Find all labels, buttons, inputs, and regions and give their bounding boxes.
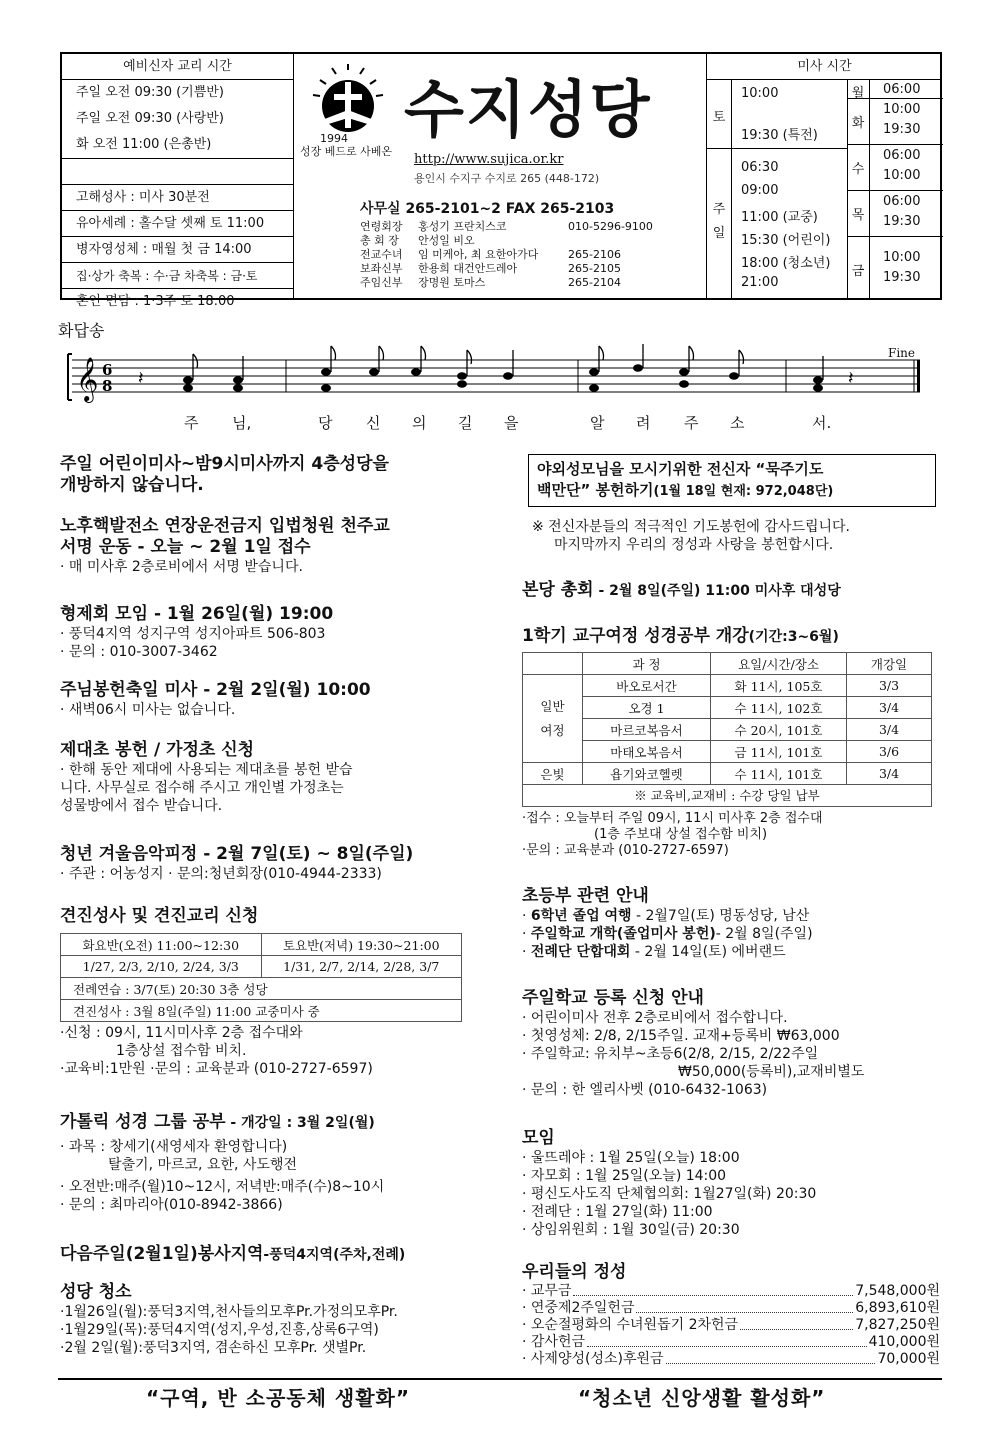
staff-row: 주임신부 장명원 토마스 265-2104 (360, 276, 621, 289)
sacrament-row: 집·상가 축복 : 수·금 차축복 : 금·토 (62, 262, 293, 288)
music-staff (58, 340, 928, 410)
notice-brotherhood: 형제회 모임 - 1월 26일(월) 19:00 · 풍덕4지역 성지구역 성지아파트 506-803 · 문의 : 010-3007-3462 (60, 604, 334, 660)
mass-day-label: 목 (851, 208, 865, 223)
mass-time: 06:00 (883, 148, 921, 163)
svg-text:6: 6 (102, 361, 113, 379)
mass-time: 11:00 (교중) (741, 210, 818, 225)
notice-general-assembly: 본당 총회 - 2월 8일(주일) 11:00 미사후 대성당 (522, 580, 841, 600)
svg-text:𝄽: 𝄽 (138, 368, 144, 389)
mass-time: 18:00 (청소년) (741, 256, 831, 271)
psalm-title: 화답송 (58, 321, 105, 340)
sacrament-row: 병자영성체 : 매월 첫 금 14:00 (62, 236, 293, 262)
parish-address: 용인시 수지구 수지로 265 (448-172) (414, 172, 600, 185)
mass-schedule (707, 80, 942, 300)
notice-presentation-mass: 주님봉헌축일 미사 - 2월 2일(월) 10:00 · 새벽06시 미사는 없습니다. (60, 680, 371, 718)
notice-candles: 제대초 봉헌 / 가정초 신청 · 한해 동안 제대에 사용되는 제대초를 봉헌 받습 니다. 사무실로 접수해 주시고 개인별 가정초는 성물방에서 접수 받습니다. (60, 740, 353, 814)
mass-time: 10:00 (883, 168, 921, 183)
notice-youth-retreat: 청년 겨울음악피정 - 2월 7일(토) ~ 8일(주일) · 주관 : 어농성지 · 문의:청년회장(010-4944-2333) (60, 844, 414, 882)
notice-petition: 노후핵발전소 연장운전금지 입법청원 천주교 서명 운동 - 오늘 ~ 2월 1일 접수 · 매 미사후 2층로비에서 서명 받습니다. (60, 516, 390, 575)
notice-confirmation: 견진성사 및 견진교리 신청 화요반(오전) 11:00~12:30 토요반(저녁) 19:30~21:00 1/27, 2/3, 2/10, 2/24, 3/3 1/31, 2/7, 2/14, 2/28, 3/7 전례연습 : 3/7(토) 20:30 3층 성당 견진성사 : 3월 8일(주일) 11:00 교중미사 중 ·신청 : 09시, 11시미사후 2층 접수대와 1층상설 접수함 비치. ·교육비:1만원 ·문의 : 교육분과 (010-2727-6597) (60, 906, 462, 1078)
svg-text:8: 8 (102, 377, 113, 395)
catechism-row: 화 오전 11:00 (은총반) (76, 137, 212, 152)
offering-row: · 사제양성(성소)후원금 70,000원 (522, 1351, 940, 1367)
slogan-left: “구역, 반 소공동체 생활화” (146, 1386, 410, 1410)
mass-day-label: 토 (712, 110, 726, 125)
lyric-syllable: 님, (232, 414, 252, 432)
offerings: 우리들의 정성 · 교무금 7,548,000원 · 연중제2주일헌금 6,893,610원 · 오순절평화의 수녀원돕기 2차헌금 7,827,250원 · 감사헌금 410,000원 · 사제양성(성소)후원금 70,000원 (522, 1262, 940, 1367)
lyric-syllable: 당 (318, 414, 333, 432)
mass-day-label: 주일 (712, 202, 726, 241)
sacrament-row: 유아세례 : 홀수달 셋째 토 11:00 (62, 210, 293, 236)
catechism-row: 주일 오전 09:30 (기쁨반) (76, 85, 224, 100)
mass-time: 15:30 (어린이) (741, 233, 831, 248)
rosary-box: 야외성모님을 모시기위한 전신자 “묵주기도 백만단” 봉헌하기(1월 18일 현재: 972,048단) (528, 454, 936, 507)
parish-name: 수지성당 (404, 73, 652, 146)
svg-text:𝄞: 𝄞 (76, 357, 99, 401)
offering-row: · 감사헌금 410,000원 (522, 1334, 940, 1350)
staff-list (360, 220, 653, 290)
bible-course-table: 과 정 요일/시간/장소 개강일 일반 여정 바오로서간 화 11시, 105호 3/3 오경 1 수 11시, 102호 3/4 마르코복음서 수 20시, 101호 3/4 마태오복음서 금 11시, 101호 3/6 은빛 욥기와코헬렛 수 11시, 101호 3/4 (522, 652, 932, 785)
office-phone: 사무실 265-2101~2 FAX 265-2103 (360, 201, 615, 217)
staff-row: 전교수녀 임 미케아, 최 요한아가다 265-2106 (360, 248, 621, 261)
staff-row: 총 회 장 안성일 비오 (360, 234, 475, 247)
parish-website-link[interactable]: http://www.sujica.or.kr (414, 152, 564, 167)
mass-time: 19:30 (특전) (741, 128, 818, 143)
mass-time: 06:30 (741, 160, 779, 175)
staff-row: 연령회장 홍성기 프란치스코 010-5296-9100 (360, 220, 653, 233)
notice-elementary: 초등부 관련 안내 · 6학년 졸업 여행 - 2월7일(토) 명동성당, 남산 · 주일학교 개학(졸업미사 봉헌)- 2월 8일(주일) · 전례단 단합대회 - 2월 14일(토) 에버랜드 (522, 886, 813, 960)
notice-children-mass: 주일 어린이미사~밤9시미사까지 4층성당을 개방하지 않습니다. (60, 454, 389, 495)
notice-sunday-school: 주일학교 등록 신청 안내 · 어린이미사 전후 2층로비에서 접수합니다. · 첫영성체: 2/8, 2/15주일. 교재+등록비 ₩63,000 · 주일학교: 유치부~초등6(2/8, 2/15, 2/22주일 ₩50,000(등록비),교재비별도 · 문의 : 한 엘리사벳 (010-6432-1063) (522, 988, 865, 1098)
lyric-syllable: 길 (458, 414, 473, 432)
mass-day-label: 수 (851, 162, 865, 177)
sacrament-row: 고해성사 : 미사 30분전 (62, 184, 293, 210)
mass-time: 19:30 (883, 122, 921, 137)
bible-course-fee-note: ※ 교육비,교재비 : 수강 당일 납부 (522, 785, 932, 807)
svg-text:𝄽: 𝄽 (848, 368, 854, 389)
mass-time: 10:00 (883, 250, 921, 265)
catechism-box (62, 54, 294, 309)
lyric-syllable: 서. (812, 414, 832, 432)
bulletin-header (60, 52, 942, 309)
mass-day-label: 월 (851, 86, 865, 101)
lyric-syllable: 주 (184, 414, 199, 432)
parish-info (294, 54, 706, 298)
mass-times-title: 미사 시간 (707, 54, 942, 80)
lyric-syllable: 주 (684, 414, 699, 432)
notice-bible-study: 가톨릭 성경 그룹 공부 - 개강일 : 3월 2일(월) · 과목 : 창세기(새영세자 환영합니다) 탈출기, 마르코, 요한, 사도행전 · 오전반:매주(월)10~12시, 저녁반:매주(수)8~10시 · 문의 : 최마리아(010-8942-3866) (60, 1112, 385, 1213)
offering-row: · 교무금 7,548,000원 (522, 1283, 940, 1299)
lyric-syllable: 소 (730, 414, 745, 432)
logo-caption: 1994 성장 베드로 사베온 (300, 132, 393, 158)
mass-time: 10:00 (741, 86, 779, 101)
lyric-syllable: 려 (636, 414, 651, 432)
mass-time: 19:30 (883, 270, 921, 285)
mass-time: 06:00 (883, 82, 921, 97)
lyric-syllable: 의 (412, 414, 427, 432)
mass-day-label: 금 (851, 264, 865, 279)
notice-cleaning: 성당 청소 ·1월26일(월):풍덕3지역,천사들의모후Pr.가정의모후Pr. ·1월29일(목):풍덕4지역(성지,우성,진흥,상록6구역) ·2월 2일(월):풍덕3지역, 겸손하신 모후Pr. 샛별Pr. (60, 1282, 398, 1356)
sacrament-row: 혼인 면담 : 1·3주 토 18:00 (62, 288, 293, 314)
offering-row: · 오순절평화의 수녀원돕기 2차헌금 7,827,250원 (522, 1317, 940, 1333)
confirmation-table: 화요반(오전) 11:00~12:30 토요반(저녁) 19:30~21:00 1/27, 2/3, 2/10, 2/24, 3/3 1/31, 2/7, 2/14, 2/28, 3/7 전례연습 : 3/7(토) 20:30 3층 성당 견진성사 : 3월 8일(주일) 11:00 교중미사 중 (60, 933, 462, 1022)
slogan-right: “청소년 신앙생활 활성화” (578, 1386, 826, 1410)
footer-divider (58, 1378, 942, 1380)
staff-row: 보좌신부 한용희 대건안드레아 265-2105 (360, 262, 621, 275)
mass-time: 06:00 (883, 194, 921, 209)
notice-service-area: 다음주일(2월1일)봉사지역-풍덕4지역(주차,전례) (60, 1244, 406, 1264)
mass-time: 19:30 (883, 214, 921, 229)
mass-time: 21:00 (741, 275, 779, 290)
fine-marking: Fine (888, 346, 915, 360)
lyric-syllable: 알 (590, 414, 605, 432)
mass-time: 09:00 (741, 183, 779, 198)
mass-times-box (706, 54, 942, 298)
lyric-syllable: 을 (504, 414, 519, 432)
lyric-syllable: 신 (366, 414, 381, 432)
notice-meetings: 모임 · 울뜨레야 : 1월 25일(오늘) 18:00 · 자모회 : 1월 25일(오늘) 14:00 · 평신도사도직 단체협의회: 1월27일(화) 20:30 · 전례단 : 1월 27일(화) 11:00 · 상임위원회 : 1월 30일(금) 20:30 (522, 1128, 817, 1238)
rosary-notes: ※ 전신자분들의 적극적인 기도봉헌에 감사드립니다. 마지막까지 우리의 정성과 사랑을 봉헌합시다. (532, 519, 850, 553)
notice-diocese-bible: 1학기 교구여정 성경공부 개강(기간:3~6월) 과 정 요일/시간/장소 개강일 일반 여정 바오로서간 화 11시, 105호 3/3 오경 1 수 11시, 102호 3/4 마르코복음서 수 20시, 101호 3/4 마태오복음서 금 11시, 101호 3/6 은빛 욥기와코헬렛 수 11시, 101호 3/4 ※ 교육비,교재비 : 수강 당일 납부 ·접수 : 오늘부터 주일 09시, 11시 미사후 2층 접수대 (1층 주보대 상설 접수함 비치) ·문의 : 교육분과 (010-2727-6597) (522, 626, 932, 859)
offering-row: · 연중제2주일헌금 6,893,610원 (522, 1300, 940, 1316)
mass-day-label: 화 (851, 116, 865, 131)
catechism-row: 주일 오전 09:30 (사랑반) (76, 111, 224, 126)
catechism-title: 예비신자 교리 시간 (62, 54, 293, 80)
mass-time: 10:00 (883, 102, 921, 117)
